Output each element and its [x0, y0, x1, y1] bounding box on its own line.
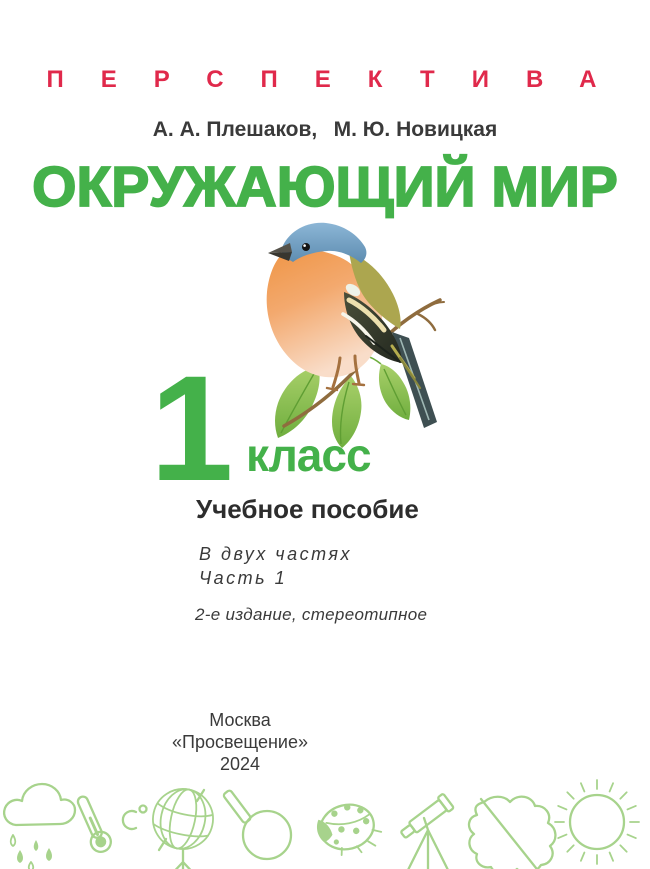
sun-icon	[555, 780, 639, 864]
imprint-city: Москва	[209, 710, 271, 730]
thermometer-icon	[72, 793, 147, 855]
ladybug-icon	[313, 798, 385, 862]
magnifier-icon	[223, 790, 291, 859]
grade-number: 1	[150, 344, 234, 512]
imprint-block	[140, 709, 340, 775]
footer-icon-row	[0, 778, 650, 869]
oak-leaf-icon	[469, 797, 555, 869]
book-title: ОКРУЖАЮЩИЙ МИР	[32, 155, 618, 219]
imprint-publisher: «Просвещение»	[172, 732, 308, 752]
parts-line-1: В двух частях	[199, 544, 352, 564]
chaffinch-illustration	[253, 216, 465, 450]
authors-line: А. А. Плешаков, М. Ю. Новицкая	[152, 118, 498, 141]
edition-type: Учебное пособие	[196, 494, 419, 524]
parts-line-2: Часть 1	[199, 568, 288, 588]
edition-note: 2-е издание, стереотипное	[195, 605, 428, 624]
telescope-icon	[398, 794, 454, 869]
globe-icon	[147, 783, 218, 869]
rain-cloud-icon	[4, 784, 75, 869]
series-title: ПЕРСПЕКТИВА	[46, 66, 634, 93]
grade-word: класс	[246, 429, 371, 481]
imprint-year: 2024	[219, 754, 261, 774]
